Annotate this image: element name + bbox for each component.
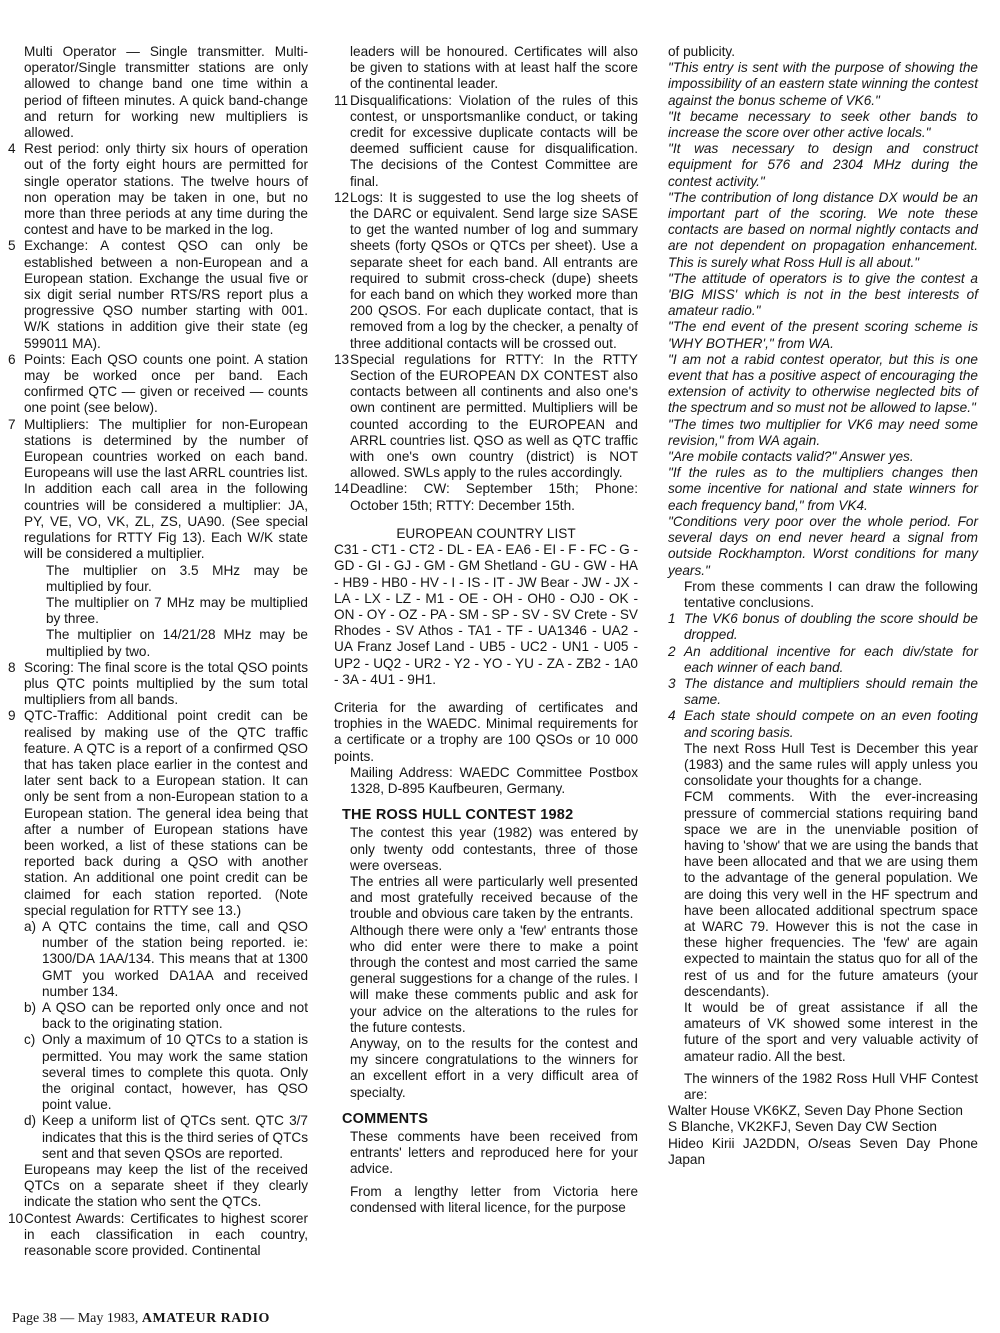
- paragraph-conclusions: From these comments I can draw the following tentative conclusions.: [684, 578, 978, 610]
- subitem-letter: a): [24, 918, 37, 934]
- conclusion-item-4: [668, 708, 978, 740]
- quote-1: "This entry is sent with the purpose of showing the impossibility of an eastern state winning the contest against the bonus scheme of VK6.": [668, 60, 978, 108]
- rule-item-13: [334, 352, 638, 482]
- subitem-text: Only a maximum of 10 QTCs to a station is permitted. You may work the same station several times to complete this quota. Only the original contact, however, has QSO point value.: [42, 1032, 308, 1113]
- rule-subitem-c: [8, 1032, 308, 1113]
- conclusion-item-3: [668, 676, 978, 708]
- paragraph-ross-hull-4: Anyway, on to the results for the contest and my sincere congratulations to the winners for an excellent effort in a very difficult area of specialty.: [350, 1035, 638, 1100]
- rule-number: 6: [8, 351, 16, 367]
- paragraph-winners-intro: The winners of the 1982 Ross Hull VHF Contest are:: [684, 1070, 978, 1102]
- winner-2: S Blanche, VK2KFJ, Seven Day CW Section: [668, 1119, 937, 1135]
- multiplier-note-7mhz: The multiplier on 7 MHz may be multiplied by three.: [46, 594, 308, 627]
- rule-number: 7: [8, 416, 16, 432]
- rule-text: Points: Each QSO counts one point. A station may be worked once per band. Each confirmed QTC — given or received — counts one point (see below).: [24, 351, 308, 416]
- rule-text: Rest period: only thirty six hours of operation out of the forty eight hours are permitted for single operator stations. The twelve hours of non operation may be taken in one, but no more than three periods at any time during the contest and have to be marked in the log.: [24, 141, 308, 238]
- quote-3: "It was necessary to design and construct equipment for 576 and 2304 MHz during the contest activity.": [668, 141, 978, 189]
- rule-number: 10: [8, 1210, 24, 1226]
- paragraph-europeans: Europeans may keep the list of the received QTCs on a separate sheet if they clearly indicate the station who sent the QTCs.: [24, 1162, 308, 1210]
- paragraph-ross-hull-3: Although there were only a 'few' entrants those who did enter were there to make a point through the contest and most carried the same general suggestions for a change of the rules. I will make these comments public and ask for your advice on the alterations to the rules for the future contests.: [350, 922, 638, 1035]
- winner-3: Hideo Kirii JA2DDN, O/seas Seven Day Phone Japan: [668, 1135, 978, 1167]
- rule-text: Contest Awards: Certificates to highest scorer in each classification in each country, reasonable score provided. Continental: [24, 1210, 308, 1259]
- paragraph-publicity-continued: of publicity.: [668, 44, 735, 59]
- paragraph-assistance: It would be of great assistance if all the amateurs of VK showed some interest in the future of the sport and very valuable activity of amateur radio. All the best.: [684, 999, 978, 1064]
- column-1: [8, 44, 308, 1259]
- rule-item-12: [334, 190, 638, 352]
- rule-item-4: [8, 141, 308, 238]
- rule-item-10: [8, 1211, 308, 1260]
- multiplier-note-14-21-28mhz: The multiplier on 14/21/28 MHz may be multiplied by two.: [46, 627, 308, 659]
- country-list-title: EUROPEAN COUNTRY LIST: [396, 525, 576, 541]
- rule-item-6: [8, 352, 308, 417]
- paragraph-multi-operator: Multi Operator — Single transmitter. Multi-operator/Single transmitter stations are only allowed to change band one time within a period of fifteen minutes. A quick band-change and return for working new multipliers is allowed.: [24, 44, 308, 141]
- rule-number: 13: [334, 351, 350, 367]
- rule-item-5: [8, 238, 308, 351]
- subitem-letter: b): [24, 999, 37, 1015]
- conclusion-item-1: [668, 611, 978, 643]
- quote-9: "Are mobile contacts valid?" Answer yes.: [668, 449, 914, 465]
- quote-10: "If the rules as to the multipliers changes then some incentive for national and state winners for each frequency band," from VK4.: [668, 465, 978, 513]
- rule-number: 4: [8, 141, 16, 157]
- quote-6: "The end event of the present scoring scheme is 'WHY BOTHER'," from WA.: [668, 319, 978, 351]
- conclusion-number: 3: [668, 675, 676, 691]
- column-3: [668, 44, 978, 1168]
- rule-item-7: [8, 417, 308, 563]
- subitem-letter: c): [24, 1032, 36, 1048]
- paragraph-criteria: Criteria for the awarding of certificates and trophies in the WAEDC. Minimal requirements for a certificate or a trophy are 100 QSOs or 10 000 points.: [334, 699, 638, 764]
- rule-item-8: [8, 660, 308, 709]
- spacer: [334, 688, 638, 700]
- quote-2: "It became necessary to seek other bands to increase the score over other active locals.": [668, 108, 978, 141]
- conclusion-text: The distance and multipliers should remain the same.: [684, 675, 978, 708]
- quote-4: "The contribution of long distance DX would be an important part of the scoring. We note these contacts are based on normal nightly contacts and are not dependent on propagation enhancement. This is surely what Ross Hull is all about.": [668, 189, 978, 270]
- section-heading-comments: COMMENTS: [342, 1110, 429, 1127]
- rule-number: 12: [334, 189, 350, 205]
- rule-item-14: [334, 481, 638, 513]
- rule-text: Scoring: The final score is the total QSO points plus QTC points multiplied by the sum total multipliers from all bands.: [24, 659, 308, 708]
- section-heading-ross-hull: THE ROSS HULL CONTEST 1982: [342, 807, 574, 824]
- quote-5: "The attitude of operators is to give the contest a 'BIG MISS' which is not in the best interests of amateur radio.": [668, 270, 978, 319]
- spacer: [334, 514, 638, 526]
- paragraph-next-test: The next Ross Hull Test is December this year (1983) and the same rules will apply unless you consolidate your thoughts for a change.: [684, 740, 978, 789]
- winner-1: Walter House VK6KZ, Seven Day Phone Section: [668, 1103, 963, 1119]
- rule-number: 9: [8, 708, 16, 724]
- column-2: [334, 44, 638, 1216]
- paragraph-mailing-address: Mailing Address: WAEDC Committee Postbox 1328, D-895 Kaufbeuren, Germany.: [350, 764, 638, 796]
- rule-text: Special regulations for RTTY: In the RTTY Section of the EUROPEAN DX CONTEST also contacts between all continents and also one's own continent are permitted. Multipliers will be counted according to the EUROPEAN and ARRL countries list. QSO as well as QTC traffic with one's own country (district) is NOT allowed. SWLs apply to the rules accordingly.: [350, 351, 638, 481]
- conclusion-number: 2: [668, 643, 676, 659]
- conclusion-number: 1: [668, 611, 676, 627]
- conclusion-number: 4: [668, 708, 676, 724]
- quote-11: "Conditions very poor over the whole period. For several days on end never heard a signal from outside Rockhampton. Worst conditions for many years.": [668, 513, 978, 578]
- rule-item-11: [334, 93, 638, 190]
- rule-text: Exchange: A contest QSO can only be established between a non-European and a European station. Exchange the usual five or six digit serial number RTS/RS report plus a progressive QSO number starting with 001. W/K stations in addition give their state (eg 599011 MA).: [24, 238, 308, 351]
- country-list: C31 - CT1 - CT2 - DL - EA - EA6 - EI - F - FC - G - GD - GI - GJ - GM - GM Shetland - GU - GW - HA - HB9 - HB0 - HV - I - IS - IT - JW Bear - JW - JX - LA - LX - LZ - M1 - OE - OH - OH0 - OJ0 - OK - ON - OY - OZ - PA - SM - SP - SV - SV Crete - SV Rhodes - SV Athos - TA1 - TF - UA1346 - UA2 - UA Franz Josef Land - UB5 - UC2 - UN1 - U05 - UP2 - UQ2 - UR2 - Y2 - YO - YU - ZA - ZB2 - 1A0 - 3A - 4U1 - 9H1.: [334, 542, 638, 687]
- rule-subitem-d: [8, 1113, 308, 1162]
- conclusion-text: Each state should compete on an even footing and scoring basis.: [684, 708, 978, 740]
- rule-text: Deadline: CW: September 15th; Phone: October 15th; RTTY: December 15th.: [350, 481, 638, 513]
- rule-number: 14: [334, 481, 350, 497]
- rule-text: QTC-Traffic: Additional point credit can be realised by making use of the QTC traffic feature. A QTC is a report of a confirmed QSO that has taken place earlier in the contest and later sent back to a European station. It can only be sent from a non-European station to a European station. The general idea being that after a number of European stations have been worked, a list of these stations can be reported back during a QSO with another station. An additional one point credit can be claimed for each station reported. (Note special regulation for RTTY see 13.): [24, 708, 308, 918]
- rule-number: 11: [334, 92, 349, 108]
- paragraph-comments-1: These comments have been received from entrants' letters and reproduced here for your advice.: [350, 1129, 638, 1177]
- magazine-title: AMATEUR RADIO: [141, 1311, 270, 1326]
- multiplier-note-3-5mhz: The multiplier on 3.5 MHz may be multiplied by four.: [46, 562, 308, 594]
- page-number: Page 38 — May 1983,: [12, 1311, 139, 1326]
- rule-number: 5: [8, 238, 16, 254]
- quote-8: "The times two multiplier for VK6 may need some revision," from WA again.: [668, 416, 978, 448]
- paragraph-ross-hull-2: The entries all were particularly well presented and most gratefully received because of the trouble and obvious care taken by the entrants.: [350, 873, 638, 922]
- quote-7: "I am not a rabid contest operator, but this is one event that has a positive aspect of encouraging the extension of activity to otherwise neglected bits of the spectrum and so must not be allowed to lapse.": [668, 351, 978, 416]
- paragraph-leaders-continued: leaders will be honoured. Certificates will also be given to stations with at least half the score of the continental leader.: [350, 44, 638, 92]
- rule-text: Disqualifications: Violation of the rules of this contest, or unsportsmanlike conduct, or taking credit for excessive duplicate contacts will be deemed sufficient cause for disqualification. The decisions of the Contest Committee are final.: [350, 92, 638, 189]
- paragraph-fcm-comments: FCM comments. With the ever-increasing pressure of commercial stations requiring band space we are in the unenviable position of having to 'show' that we are using the bands that have been allocated and that we are using them to the advantage of the general population. We are doing this very well in the HF spectrum and have been allocated additional spectrum space at WARC 79. However this is not the case in these higher frequencies. The 'few' are again expected to maintain the status quo for all of the rest of us and for the future amateurs (your descendants).: [684, 789, 978, 999]
- subitem-letter: d): [24, 1113, 37, 1129]
- subitem-text: Keep a uniform list of QTCs sent. QTC 3/7 indicates that this is the third series of QTCs sent and that seven QSOs are reported.: [42, 1113, 308, 1161]
- rule-subitem-b: [8, 1000, 308, 1032]
- rule-subitem-a: [8, 919, 308, 1000]
- rule-number: 8: [8, 659, 16, 675]
- conclusion-text: An additional incentive for each div/state for each winner of each band.: [684, 643, 978, 675]
- paragraph-comments-2: From a lengthy letter from Victoria here condensed with literal licence, for the purpose: [350, 1183, 638, 1215]
- rule-text: Logs: It is suggested to use the log sheets of the DARC or equivalent. Send large size SASE to get the wanted number of log and summary sheets (forty QSOs or QTCs per sheet). Use a separate sheet for each band. All entrants are required to submit cross-check (dupe) sheets for each band on which they worked more than 200 QSOS. For each duplicate contact, that is removed from a log by the checker, a penalty of three additional contacts will be crossed out.: [350, 189, 638, 351]
- subitem-text: A QTC contains the time, call and QSO number of the station being reported. ie: 1300/DA 1AA/134. This means that at 1300 GMT you worked DA1AA and received number 134.: [42, 918, 308, 999]
- subitem-text: A QSO can be reported only once and not back to the originating station.: [42, 999, 308, 1032]
- rule-text: Multipliers: The multiplier for non-European stations is determined by the number of European countries worked on each band. Europeans will use the last ARRL countries list. In addition each call area in the following countries will be considered a multiplier: JA, PY, VE, VO, VK, ZL, ZS, UA90. (See special regulations for RTTY Fig 13). Each W/K state will be considered a multiplier.: [24, 416, 308, 562]
- rule-item-9: [8, 708, 308, 919]
- page-footer: [12, 1311, 270, 1327]
- paragraph-ross-hull-1: The contest this year (1982) was entered by only twenty odd contestants, three of those were overseas.: [350, 825, 638, 873]
- conclusion-item-2: [668, 644, 978, 676]
- conclusion-text: The VK6 bonus of doubling the score should be dropped.: [684, 611, 978, 643]
